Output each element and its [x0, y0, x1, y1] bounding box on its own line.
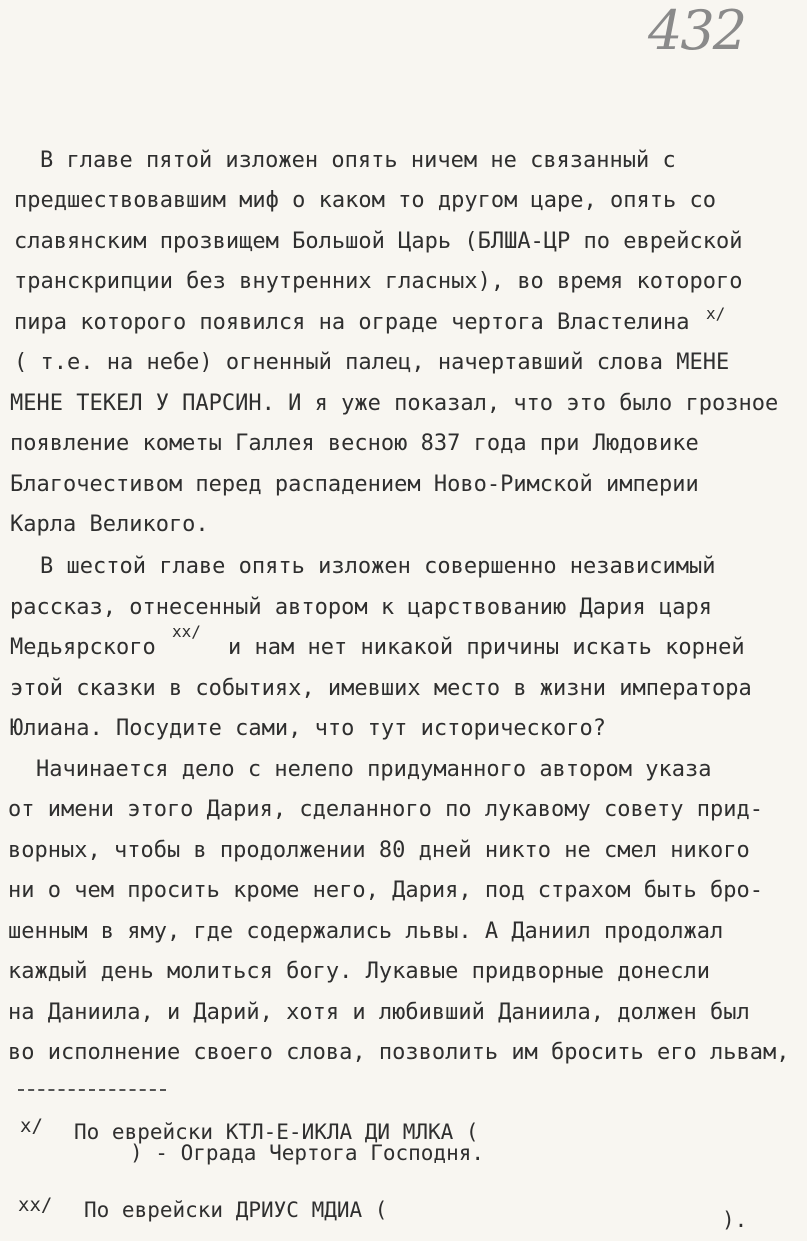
- page-number: 432: [648, 0, 746, 62]
- text-line: появление кометы Галлея весною 837 года при Людовике: [10, 431, 699, 456]
- text-line: на Даниила, и Дарий, хотя и любивший Даниила, должен был: [8, 1000, 750, 1025]
- text-line: славянским прозвищем Большой Царь (БЛША-ЦР по еврейской: [14, 229, 743, 254]
- text-line: от имени этого Дария, сделанного по лукавому совету прид-: [8, 797, 763, 822]
- footnote-text: ).: [722, 1208, 748, 1232]
- text-line: Начинается дело с нелепо придуманного автором указа: [36, 757, 712, 782]
- text-line: пира которого появился на ограде чертога Властелина: [14, 310, 690, 335]
- text-line: МЕНЕ ТЕКЕЛ У ПАРСИН. И я уже показал, что это было грозное: [10, 391, 779, 416]
- footnote-separator: [18, 1089, 166, 1091]
- text-line: Благочестивом перед распадением Ново-Римской империи: [10, 472, 699, 497]
- text-line: и нам нет никакой причины искать корней: [228, 635, 745, 660]
- text-line: транскрипции без внутренних гласных), во время которого: [14, 269, 743, 294]
- footnote-mark: xx/: [18, 1194, 53, 1216]
- text-line: Юлиана. Посудите сами, что тут исторического?: [10, 716, 607, 741]
- text-line: В главе пятой изложен опять ничем не связанный с: [40, 148, 676, 173]
- text-line: во исполнение своего слова, позволить им бросить его львам,: [8, 1040, 790, 1065]
- text-line: ворных, чтобы в продолжении 80 дней никто не смел никого: [8, 838, 750, 863]
- text-line: Медьярского: [10, 635, 156, 660]
- footnote-mark: x/: [20, 1115, 43, 1137]
- text-line: В шестой главе опять изложен совершенно независимый: [40, 554, 716, 579]
- text-line: этой сказки в событиях, имевших место в жизни императора: [10, 676, 752, 701]
- text-line: шенным в яму, где содержались львы. А Даниил продолжал: [8, 919, 724, 944]
- text-line: предшествовавшим миф о каком то другом царе, опять со: [14, 188, 716, 213]
- footnote-text: По еврейски КТЛ-Е-ИКЛА ДИ МЛКА (: [74, 1120, 479, 1144]
- footnote-text: По еврейски ДРИУС МДИА (: [84, 1198, 388, 1222]
- text-line: Карла Великого.: [10, 512, 209, 537]
- footnote-text: ) - Ограда Чертога Господня.: [130, 1141, 485, 1165]
- text-line: ( т.е. на небе) огненный палец, начертавший слова МЕНЕ: [14, 350, 730, 375]
- text-line: рассказ, отнесенный автором к царствованию Дария царя: [10, 595, 712, 620]
- footnote-ref-xx: xx/: [172, 622, 201, 641]
- footnote-ref-x: x/: [706, 304, 726, 323]
- text-line: каждый день молиться богу. Лукавые придворные донесли: [8, 959, 710, 984]
- text-line: ни о чем просить кроме него, Дария, под страхом быть бро-: [8, 878, 763, 903]
